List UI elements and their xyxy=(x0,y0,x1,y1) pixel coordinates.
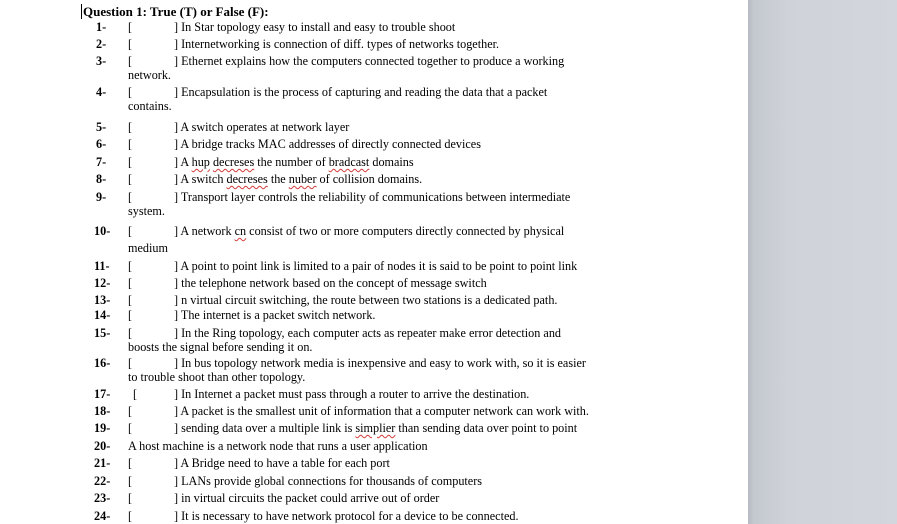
question-text: ] sending data over a multiple link is simplier than sending data over point to point xyxy=(174,421,578,435)
question-number: 13- xyxy=(94,293,111,307)
spelling-error: decreses xyxy=(226,172,268,186)
question-text-continued: medium xyxy=(128,241,168,255)
question-text: ] A switch operates at network layer xyxy=(174,120,350,134)
question-text-continued: network. xyxy=(128,68,171,82)
spelling-error: simplier xyxy=(355,421,396,435)
question-number: 23- xyxy=(94,491,111,505)
question-number: 10- xyxy=(94,224,111,238)
answer-bracket: [ xyxy=(128,356,133,370)
answer-bracket: [ xyxy=(128,224,133,238)
answer-bracket: [ xyxy=(128,120,133,134)
answer-bracket: [ xyxy=(128,137,133,151)
question-number: 11- xyxy=(94,259,110,273)
question-text: ] A network cn consist of two or more computers directly connected by physical xyxy=(174,224,565,238)
question-text: ] A Bridge need to have a table for each port xyxy=(174,456,390,470)
question-text-continued: contains. xyxy=(128,99,172,113)
question-text: ] In bus topology network media is inexpensive and easy to work with, so it is easier xyxy=(174,356,586,370)
question-number: 9- xyxy=(96,190,107,204)
question-text-continued: to trouble shoot than other topology. xyxy=(128,370,306,384)
question-text: ] It is necessary to have network protocol for a device to be connected. xyxy=(174,509,519,523)
answer-bracket: [ xyxy=(128,326,133,340)
question-text: ] LANs provide global connections for thousands of computers xyxy=(174,474,483,488)
question-text: ] A bridge tracks MAC addresses of directly connected devices xyxy=(174,137,481,151)
question-number: 24- xyxy=(94,509,111,523)
question-text: ] The internet is a packet switch network. xyxy=(174,308,376,322)
spelling-error: bradcast xyxy=(328,155,370,169)
question-text: ] A hup decreses the number of bradcast domains xyxy=(174,155,414,169)
answer-bracket: [ xyxy=(128,190,133,204)
answer-bracket: [ xyxy=(128,293,133,307)
answer-bracket: [ xyxy=(128,404,133,418)
question-text: ] A switch decreses the nuber of collision domains. xyxy=(174,172,423,186)
question-number: 20- xyxy=(94,439,111,453)
spelling-error: nuber xyxy=(288,172,317,186)
answer-bracket: [ xyxy=(128,491,133,505)
question-number: 14- xyxy=(94,308,111,322)
spelling-error: cn xyxy=(234,224,247,238)
question-text: ] In Star topology easy to install and easy to trouble shoot xyxy=(174,20,456,34)
question-number: 18- xyxy=(94,404,111,418)
question-number: 21- xyxy=(94,456,111,470)
answer-bracket: [ xyxy=(128,37,133,51)
question-number: 3- xyxy=(96,54,107,68)
question-text: ] A packet is the smallest unit of information that a computer network can work with. xyxy=(174,404,589,418)
question-text: ] In Internet a packet must pass through a router to arrive the destination. xyxy=(174,387,530,401)
question-text: ] in virtual circuits the packet could arrive out of order xyxy=(174,491,440,505)
question-text: ] n virtual circuit switching, the route between two stations is a dedicated path. xyxy=(174,293,558,307)
question-number: 4- xyxy=(96,85,107,99)
question-text: ] In the Ring topology, each computer acts as repeater make error detection and xyxy=(174,326,562,340)
answer-bracket: [ xyxy=(133,387,138,401)
question-number: 6- xyxy=(96,137,107,151)
question-number: 15- xyxy=(94,326,111,340)
question-text: ] A point to point link is limited to a pair of nodes it is said to be point to point link xyxy=(174,259,578,273)
answer-bracket: [ xyxy=(128,172,133,186)
answer-bracket: [ xyxy=(128,54,133,68)
question-number: 12- xyxy=(94,276,111,290)
spelling-error: decreses xyxy=(212,155,255,169)
answer-bracket: [ xyxy=(128,259,133,273)
question-text: ] the telephone network based on the concept of message switch xyxy=(174,276,487,290)
answer-bracket: [ xyxy=(128,421,133,435)
answer-bracket: [ xyxy=(128,20,133,34)
question-number: 8- xyxy=(96,172,107,186)
question-text: ] Ethernet explains how the computers connected together to produce a working xyxy=(174,54,565,68)
text-cursor xyxy=(81,4,82,19)
question-text-continued: boosts the signal before sending it on. xyxy=(128,340,313,354)
question-number: 1- xyxy=(96,20,107,34)
question-text: ] Internetworking is connection of diff. types of networks together. xyxy=(174,37,500,51)
question-number: 19- xyxy=(94,421,111,435)
workspace-background xyxy=(748,0,897,524)
question-text: A host machine is a network node that runs a user application xyxy=(128,439,428,453)
question-number: 16- xyxy=(94,356,111,370)
answer-bracket: [ xyxy=(128,85,133,99)
question-number: 17- xyxy=(94,387,111,401)
question-heading: Question 1: True (T) or False (F): xyxy=(83,4,269,19)
answer-bracket: [ xyxy=(128,509,133,523)
question-number: 22- xyxy=(94,474,111,488)
answer-bracket: [ xyxy=(128,474,133,488)
question-number: 2- xyxy=(96,37,107,51)
answer-bracket: [ xyxy=(128,456,133,470)
spelling-error: hup xyxy=(191,155,210,169)
question-text-continued: system. xyxy=(128,204,165,218)
answer-bracket: [ xyxy=(128,155,133,169)
answer-bracket: [ xyxy=(128,276,133,290)
question-text: ] Encapsulation is the process of capturing and reading the data that a packet xyxy=(174,85,548,99)
question-number: 5- xyxy=(96,120,107,134)
question-number: 7- xyxy=(96,155,107,169)
question-text: ] Transport layer controls the reliability of communications between intermediate xyxy=(174,190,571,204)
answer-bracket: [ xyxy=(128,308,133,322)
